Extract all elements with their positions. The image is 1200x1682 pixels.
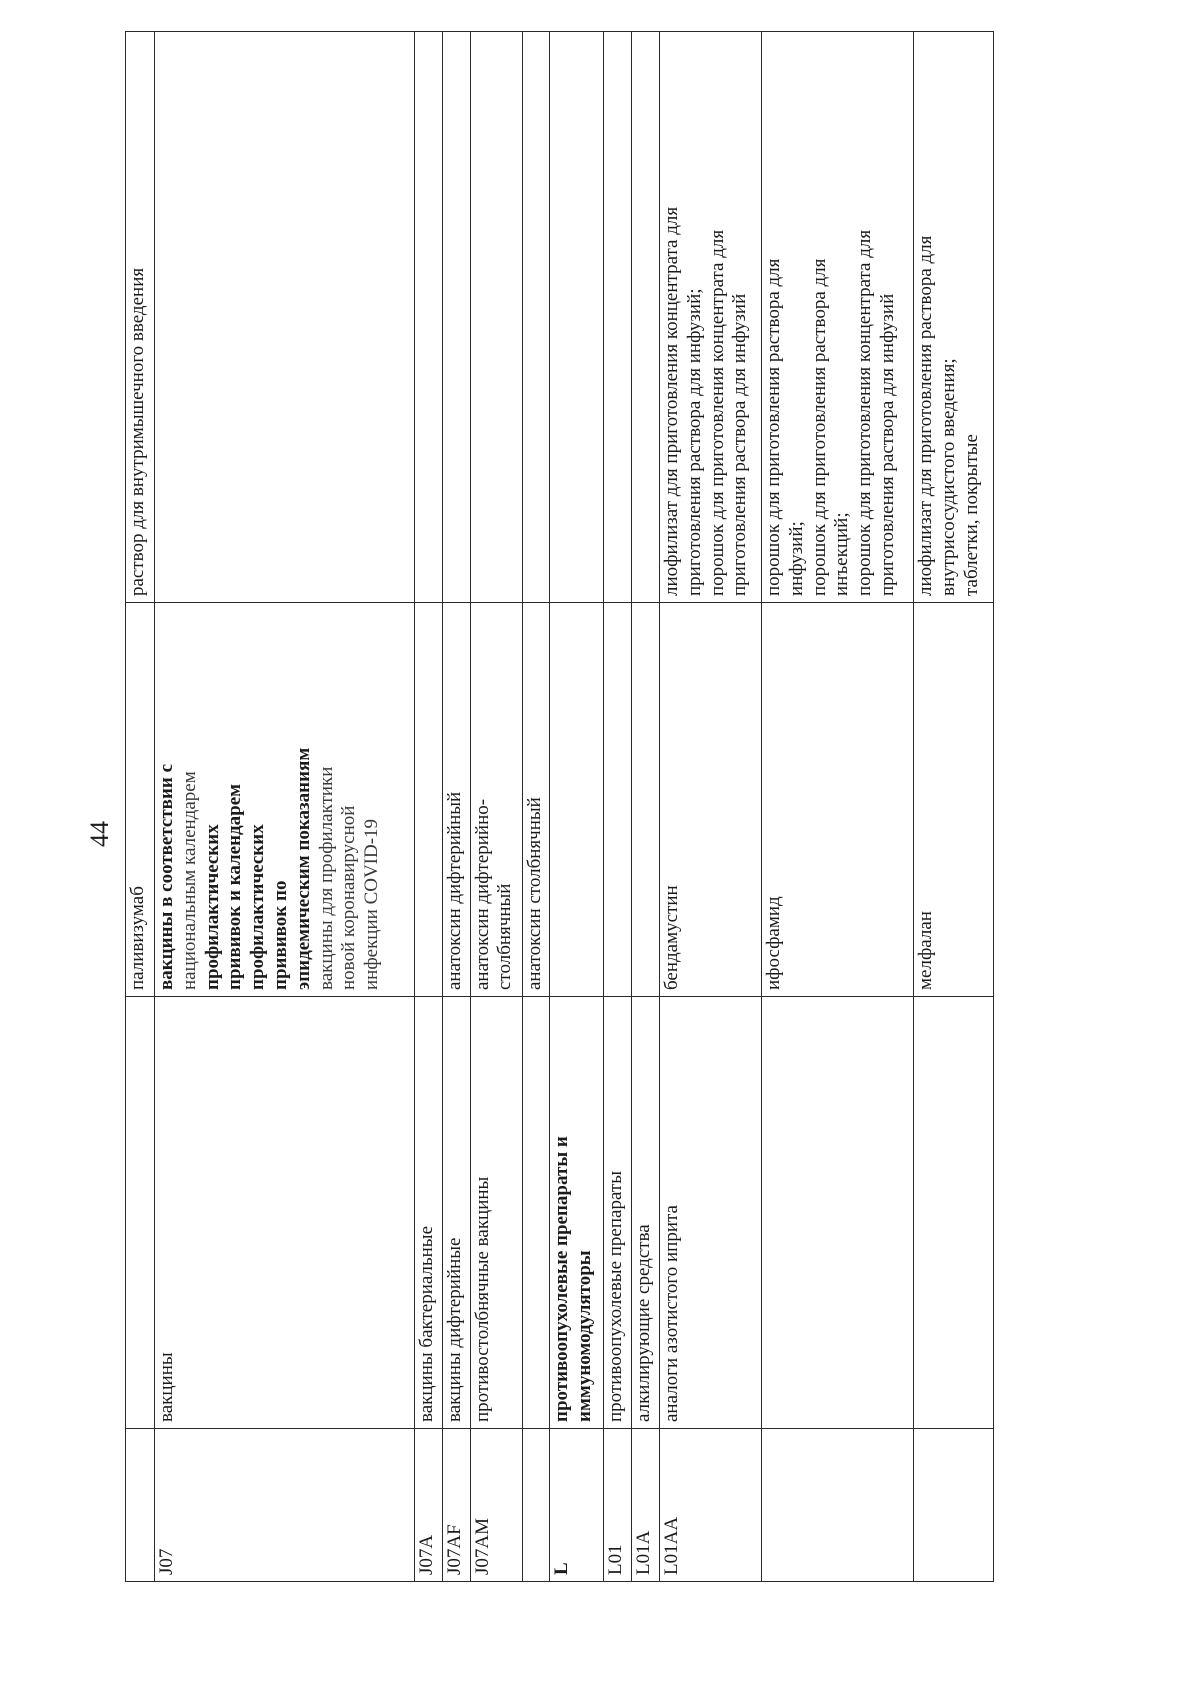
atc-code-cell: J07AF xyxy=(442,1429,470,1582)
atc-code-cell: J07 xyxy=(155,1429,415,1582)
drug-table xyxy=(125,31,994,1582)
inn-line: бендамустин xyxy=(660,885,682,990)
form-line: лиофилизат для приготовления раствора для xyxy=(914,235,936,596)
inn-cell xyxy=(550,603,604,997)
dosage-form-cell xyxy=(155,32,415,603)
category-cell xyxy=(126,997,155,1429)
form-line: порошок для приготовления концентрата для xyxy=(854,229,876,596)
inn-line: инфекции COVID-19 xyxy=(361,818,383,990)
category-cell: вакцины дифтерийные xyxy=(442,997,470,1429)
inn-line: новой коронавирусной xyxy=(338,805,360,990)
category-cell: вакцины бактериальные xyxy=(415,997,443,1429)
table-row xyxy=(470,32,522,1582)
atc-code-cell: L01AA xyxy=(659,1429,761,1582)
category-cell: противоопухолевые препараты xyxy=(604,997,632,1429)
table-row xyxy=(550,32,604,1582)
inn-cell xyxy=(761,603,913,997)
inn-cell xyxy=(522,603,550,997)
category-cell xyxy=(522,997,550,1429)
form-line: приготовления раствора для инфузий; xyxy=(683,288,705,596)
atc-code-cell: J07AM xyxy=(470,1429,522,1582)
inn-line: паливизумаб xyxy=(127,886,148,990)
atc-code-cell: L xyxy=(550,1429,604,1582)
dosage-form-cell xyxy=(470,32,522,603)
inn-line: вакцины в соответствии с xyxy=(156,763,177,990)
inn-cell xyxy=(604,603,632,997)
atc-code-cell xyxy=(913,1429,993,1582)
table-row xyxy=(761,32,913,1582)
table-row xyxy=(522,32,550,1582)
table-row xyxy=(442,32,470,1582)
inn-line: анатоксин дифтерийный xyxy=(443,791,465,990)
table-row xyxy=(604,32,632,1582)
category-cell: противоопухолевые препараты и иммуномодуляторы xyxy=(550,997,604,1429)
dosage-form-cell xyxy=(659,32,761,603)
atc-code-cell: L01 xyxy=(604,1429,632,1582)
form-line: таблетки, покрытые xyxy=(960,434,982,596)
table-row xyxy=(155,32,415,1582)
form-line: порошок для приготовления раствора для xyxy=(762,258,784,596)
table-row xyxy=(913,32,993,1582)
category-cell: алкилирующие средства xyxy=(632,997,660,1429)
table-row xyxy=(415,32,443,1582)
dosage-form-cell xyxy=(632,32,660,603)
form-line: лиофилизат для приготовления концентрата для xyxy=(660,206,682,596)
table-row xyxy=(659,32,761,1582)
atc-code-cell xyxy=(126,1429,155,1582)
inn-line: прививок и календарем xyxy=(224,783,246,990)
form-line: порошок для приготовления концентрата для xyxy=(706,229,728,596)
inn-line: анатоксин дифтерийно- xyxy=(471,798,493,990)
inn-cell xyxy=(470,603,522,997)
category-cell: вакцины xyxy=(155,997,415,1429)
form-line: порошок для приготовления раствора для xyxy=(808,258,830,596)
inn-cell xyxy=(442,603,470,997)
rotated-table-area xyxy=(125,32,1090,1582)
inn-line: эпидемическим показаниям xyxy=(292,747,314,990)
page-number: 44 xyxy=(85,821,114,847)
dosage-form-cell xyxy=(550,32,604,603)
inn-line: ифосфамид xyxy=(762,896,784,990)
inn-line: вакцины для профилактики xyxy=(315,766,337,990)
category-cell: противостолбнячные вакцины xyxy=(470,997,522,1429)
dosage-form-cell xyxy=(442,32,470,603)
dosage-form-cell xyxy=(415,32,443,603)
form-line: раствор для внутримышечного введения xyxy=(127,267,148,596)
category-cell xyxy=(913,997,993,1429)
category-cell: аналоги азотистого иприта xyxy=(659,997,761,1429)
dosage-form-cell xyxy=(126,32,155,603)
inn-cell xyxy=(415,603,443,997)
inn-line: профилактических xyxy=(201,824,223,990)
inn-cell xyxy=(155,603,415,997)
form-line: внутрисосудистого введения; xyxy=(937,358,959,596)
inn-line: столбнячный xyxy=(494,883,516,990)
inn-cell xyxy=(632,603,660,997)
atc-code-cell: J07A xyxy=(415,1429,443,1582)
form-line: инфузий; xyxy=(785,521,807,596)
inn-cell xyxy=(913,603,993,997)
table-row xyxy=(126,32,155,1582)
inn-line: прививок по xyxy=(269,880,291,990)
inn-line: анатоксин столбнячный xyxy=(523,797,545,990)
dosage-form-cell xyxy=(604,32,632,603)
table-row xyxy=(632,32,660,1582)
inn-line: мелфалан xyxy=(914,911,936,990)
inn-line: профилактических xyxy=(247,824,269,990)
dosage-form-cell xyxy=(522,32,550,603)
inn-line: национальным календарем xyxy=(178,771,200,990)
form-line: приготовления раствора для инфузий xyxy=(876,293,898,596)
form-line: инъекций; xyxy=(831,512,853,596)
inn-cell xyxy=(659,603,761,997)
form-line: приготовления раствора для инфузий xyxy=(729,293,751,596)
category-cell xyxy=(761,997,913,1429)
dosage-form-cell xyxy=(913,32,993,603)
atc-code-cell xyxy=(522,1429,550,1582)
dosage-form-cell xyxy=(761,32,913,603)
inn-cell xyxy=(126,603,155,997)
atc-code-cell: L01A xyxy=(632,1429,660,1582)
atc-code-cell xyxy=(761,1429,913,1582)
